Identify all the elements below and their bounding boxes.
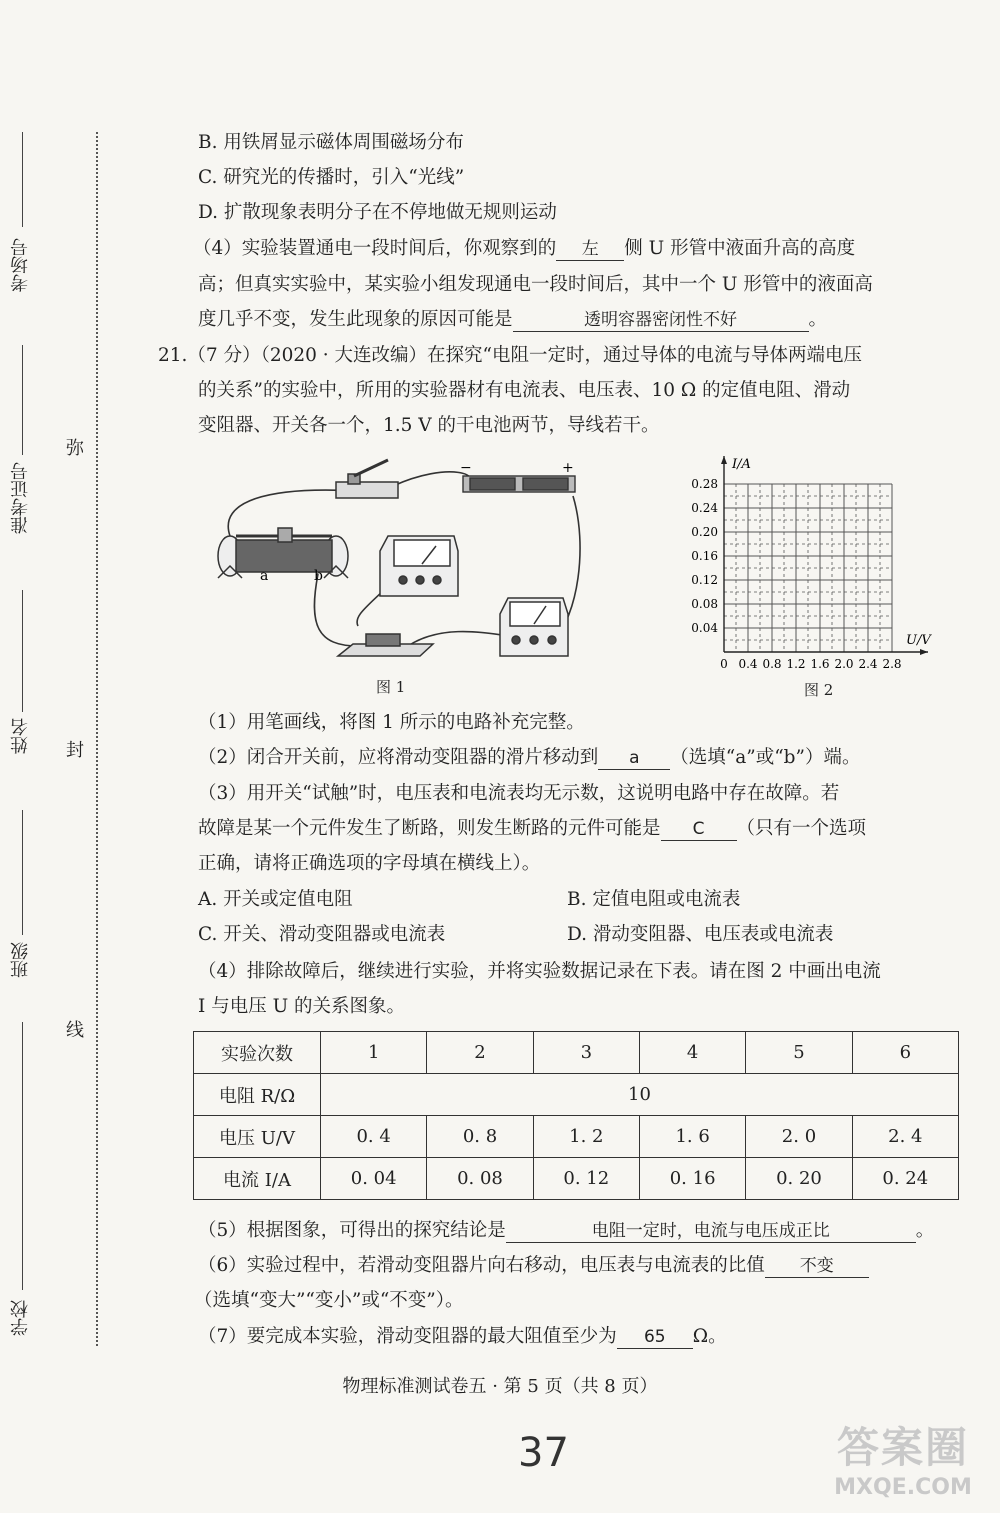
option-d: D. 滑动变阻器、电压表或电流表 <box>567 924 834 945</box>
q21-part7-text: （7）要完成本实验，滑动变阻器的最大阻值至少为 <box>198 1326 617 1347</box>
q21-part3-line3: 正确，请将正确选项的字母填在横线上）。 <box>198 853 541 874</box>
table-cell: 2. 4 <box>852 1116 958 1158</box>
figure1-circuit <box>208 456 588 704</box>
table-row-label: 电压 U/V <box>194 1116 321 1158</box>
q21-part2-text: （2）闭合开关前，应将滑动变阻器的滑片移动到 <box>198 747 599 768</box>
admission-number-label: 准考证号 <box>10 462 31 534</box>
y-tick-label: 0.20 <box>691 525 718 539</box>
option-b-line: B. 用铁屑显示磁体周围磁场分布 <box>198 132 464 153</box>
table-header-cell: 实验次数 <box>194 1032 321 1074</box>
rheostat-terminal-a: a <box>260 568 269 584</box>
q21-stem-line1: 21.（7 分）（2020 · 大连改编）在探究“电阻一定时，通过导体的电流与导体两端电压 <box>158 345 863 366</box>
answer-fault-option: C <box>661 818 737 841</box>
option-d-line: D. 扩散现象表明分子在不停地做无规则运动 <box>198 202 557 223</box>
y-tick-label: 0.24 <box>691 501 718 515</box>
q21-stem-line3: 变阻器、开关各一个，1.5 V 的干电池两节，导线若干。 <box>198 415 660 436</box>
table-row-label: 电阻 R/Ω <box>194 1074 321 1116</box>
q21-part1: （1）用笔画线，将图 1 所示的电路补充完整。 <box>198 712 585 733</box>
data-table <box>193 1031 959 1200</box>
table-header-cell: 6 <box>852 1032 958 1074</box>
table-row <box>194 1116 959 1158</box>
q21-part6-line1 <box>198 1254 869 1278</box>
switch <box>336 460 398 498</box>
answer-slider-end: a <box>598 747 670 770</box>
q21-stem-line2: 的关系”的实验中，所用的实验器材有电流表、电压表、10 Ω 的定值电阻、滑动 <box>198 380 851 401</box>
table-cell: 0. 20 <box>746 1158 852 1200</box>
x-tick-label: 1.6 <box>810 657 830 671</box>
handwritten-page-number: 37 <box>518 1430 569 1476</box>
exam-room-blank <box>22 132 23 227</box>
x-tick-label: 2.4 <box>858 657 878 671</box>
q20-part4-text-tail: 侧 U 形管中液面升高的高度 <box>624 238 856 259</box>
option-c-line: C. 研究光的传播时，引入“光线” <box>198 167 465 188</box>
option-a: A. 开关或定值电阻 <box>198 889 353 910</box>
wire-switch-battery <box>393 472 471 488</box>
table-row <box>194 1032 959 1074</box>
q20-period: 。 <box>808 309 828 330</box>
q21-part7 <box>198 1325 727 1349</box>
q21-part6-text: （6）实验过程中，若滑动变阻器片向右移动，电压表与电流表的比值 <box>198 1255 765 1276</box>
option-b: B. 定值电阻或电流表 <box>567 889 741 910</box>
y-tick-label: 0.08 <box>691 597 718 611</box>
q21-part3-line1: （3）用开关“试触”时，电压表和电流表均无示数，这说明电路中存在故障。若 <box>198 783 840 804</box>
binding-dotted-line <box>96 132 98 1346</box>
battery-minus: − <box>460 460 472 476</box>
rheostat <box>218 528 348 578</box>
figure2-svg <box>684 452 952 684</box>
y-tick-label: 0.04 <box>691 621 718 635</box>
q20-part4-line3-text: 度几乎不变，发生此现象的原因可能是 <box>198 309 513 330</box>
q21-part4-line1: （4）排除故障后，继续进行实验，并将实验数据记录在下表。请在图 2 中画出电流 <box>198 961 881 982</box>
watermark-logo <box>818 1415 988 1505</box>
option-c: C. 开关、滑动变阻器或电流表 <box>198 924 446 945</box>
ammeter <box>500 598 568 656</box>
seal-char-xian: 线 <box>66 1020 84 1041</box>
watermark-text-cn: 答案圈 <box>836 1423 969 1472</box>
q21-part4-line2: I 与电压 U 的关系图象。 <box>198 996 406 1017</box>
x-tick-label: 2.8 <box>882 657 902 671</box>
figure1-caption: 图 1 <box>376 678 406 696</box>
y-tick-label: 0.28 <box>691 477 718 491</box>
fixed-resistor <box>338 634 433 656</box>
q21-part2-tail: （选填“a”或“b”）端。 <box>670 747 861 768</box>
table-cell: 0. 12 <box>533 1158 639 1200</box>
table-cell: 0. 8 <box>427 1116 533 1158</box>
answer-max-resistance: 65 <box>617 1326 693 1349</box>
table-header-cell: 3 <box>533 1032 639 1074</box>
name-label: 姓名 <box>10 718 31 754</box>
table-cell: 2. 0 <box>746 1116 852 1158</box>
q21-part2 <box>198 746 861 770</box>
admission-number-blank <box>22 345 23 455</box>
battery-plus: + <box>562 460 574 476</box>
y-axis-arrow <box>721 456 727 464</box>
x-axis-label: U/V <box>906 633 931 648</box>
q21-part5-text: （5）根据图象，可得出的探究结论是 <box>198 1220 506 1241</box>
answer-reason: 透明容器密闭性不好 <box>513 309 809 332</box>
answer-left-side: 左 <box>556 238 624 261</box>
q21-part5 <box>198 1219 934 1243</box>
exam-room-label: 考场号 <box>10 238 31 292</box>
table-header-cell: 4 <box>639 1032 745 1074</box>
table-cell: 0. 04 <box>321 1158 427 1200</box>
voltmeter <box>380 536 458 596</box>
q21-part6-line2: （选填“变大”“变小”或“不变”）。 <box>194 1290 464 1311</box>
y-tick-label: 0.12 <box>691 573 718 587</box>
q21-part3-line2 <box>198 817 866 841</box>
resistance-value-cell: 10 <box>321 1074 959 1116</box>
y-tick-label: 0.16 <box>691 549 718 563</box>
figure2-caption: 图 2 <box>804 681 834 699</box>
school-label: 学校 <box>10 1300 31 1336</box>
x-tick-label: 0 <box>720 657 728 671</box>
figure2-chart <box>684 452 952 684</box>
table-cell: 0. 24 <box>852 1158 958 1200</box>
school-blank <box>22 1022 23 1290</box>
x-axis-arrow <box>920 649 928 655</box>
x-tick-label: 0.4 <box>738 657 758 671</box>
table-header-cell: 2 <box>427 1032 533 1074</box>
table-row <box>194 1158 959 1200</box>
class-blank <box>22 810 23 935</box>
seal-char-mi: 弥 <box>66 438 84 459</box>
answer-ratio: 不变 <box>765 1255 869 1278</box>
y-axis-label: I/A <box>732 457 751 472</box>
class-label: 班级 <box>10 942 31 978</box>
wire-rheostat-resistor <box>314 574 358 646</box>
q21-part5-period: 。 <box>915 1220 935 1241</box>
x-tick-label: 2.0 <box>834 657 854 671</box>
rheostat-terminal-b: b <box>314 568 323 584</box>
answer-conclusion: 电阻一定时，电流与电压成正比 <box>506 1220 916 1243</box>
table-header-cell: 1 <box>321 1032 427 1074</box>
q21-part7-unit: Ω。 <box>692 1326 727 1347</box>
q21-part3-tail: （只有一个选项 <box>736 818 867 839</box>
q20-part4-line2: 高；但真实实验中，某实验小组发现通电一段时间后，其中一个 U 形管中的液面高 <box>198 274 873 295</box>
x-tick-label: 1.2 <box>786 657 806 671</box>
q20-part4-line3 <box>198 308 827 332</box>
table-row-label: 电流 I/A <box>194 1158 321 1200</box>
battery <box>463 476 575 492</box>
q21-part3-text: 故障是某一个元件发生了断路，则发生断路的元件可能是 <box>198 818 661 839</box>
table-cell: 1. 2 <box>533 1116 639 1158</box>
table-cell: 1. 6 <box>639 1116 745 1158</box>
x-tick-label: 0.8 <box>762 657 782 671</box>
table-cell: 0. 16 <box>639 1158 745 1200</box>
table-cell: 0. 4 <box>321 1116 427 1158</box>
watermark-text-url: MXQE.COM <box>834 1475 972 1500</box>
q20-part4-text: （4）实验装置通电一段时间后，你观察到的 <box>193 238 557 259</box>
table-cell: 0. 08 <box>427 1158 533 1200</box>
table-row <box>194 1074 959 1116</box>
table-header-cell: 5 <box>746 1032 852 1074</box>
name-blank <box>22 590 23 712</box>
page-footer: 物理标准测试卷五 · 第 5 页（共 8 页） <box>342 1376 658 1397</box>
seal-char-feng: 封 <box>66 740 84 761</box>
q20-part4-line1 <box>193 237 855 261</box>
